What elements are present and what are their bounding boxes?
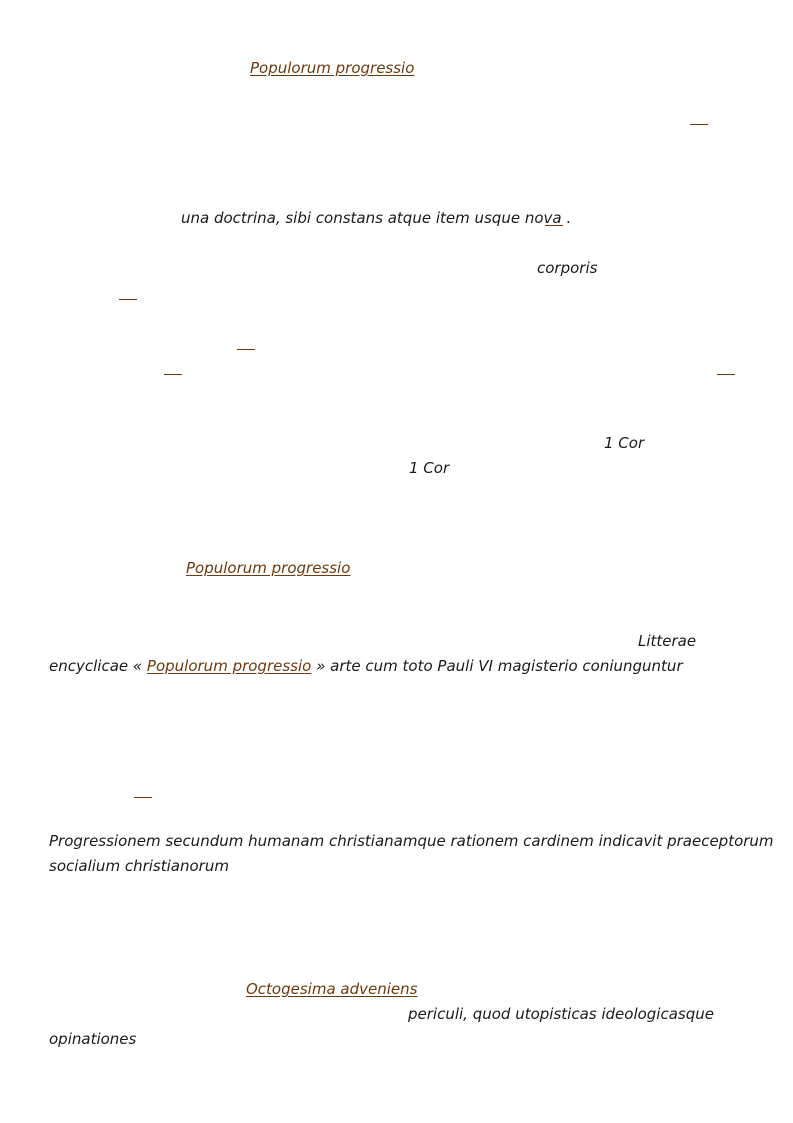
footnote-link[interactable] bbox=[717, 374, 735, 375]
footnote-link[interactable] bbox=[690, 124, 708, 125]
text-coniunguntur: » arte cum toto Pauli VI magisterio coniunguntur bbox=[316, 657, 683, 675]
link-populorum-progressio-3[interactable]: Populorum progressio bbox=[146, 657, 312, 675]
link-populorum-progressio-2[interactable]: Populorum progressio bbox=[186, 559, 351, 577]
text-encyclicae-line bbox=[49, 656, 683, 676]
link-populorum-progressio-1[interactable]: Populorum progressio bbox=[250, 59, 415, 77]
text-period: . bbox=[566, 209, 571, 227]
text-encyclicae: encyclicae « bbox=[49, 657, 143, 675]
link-octogesima-adveniens[interactable]: Octogesima adveniens bbox=[246, 980, 418, 998]
footnote-link[interactable] bbox=[164, 374, 182, 375]
text-1-cor: 1 Cor bbox=[409, 459, 450, 477]
text-progressionem: Progressionem secundum humanam christianamque rationem cardinem indicavit praeceptorum bbox=[49, 832, 774, 850]
text-socialium: socialium christianorum bbox=[49, 857, 229, 875]
text-periculi: periculi, quod utopisticas ideologicasque bbox=[408, 1005, 714, 1023]
footnote-link[interactable] bbox=[134, 797, 152, 798]
footnote-link[interactable] bbox=[119, 299, 137, 300]
text-opinationes: opinationes bbox=[49, 1030, 137, 1048]
text-1-cor: 1 Cor bbox=[604, 434, 645, 452]
footnote-link[interactable] bbox=[545, 225, 563, 226]
footnote-link[interactable] bbox=[237, 349, 255, 350]
text-litterae: Litterae bbox=[638, 632, 697, 650]
text-doctrina: una doctrina, sibi constans atque item usque nova bbox=[181, 209, 562, 227]
text-corporis: corporis bbox=[537, 259, 598, 277]
